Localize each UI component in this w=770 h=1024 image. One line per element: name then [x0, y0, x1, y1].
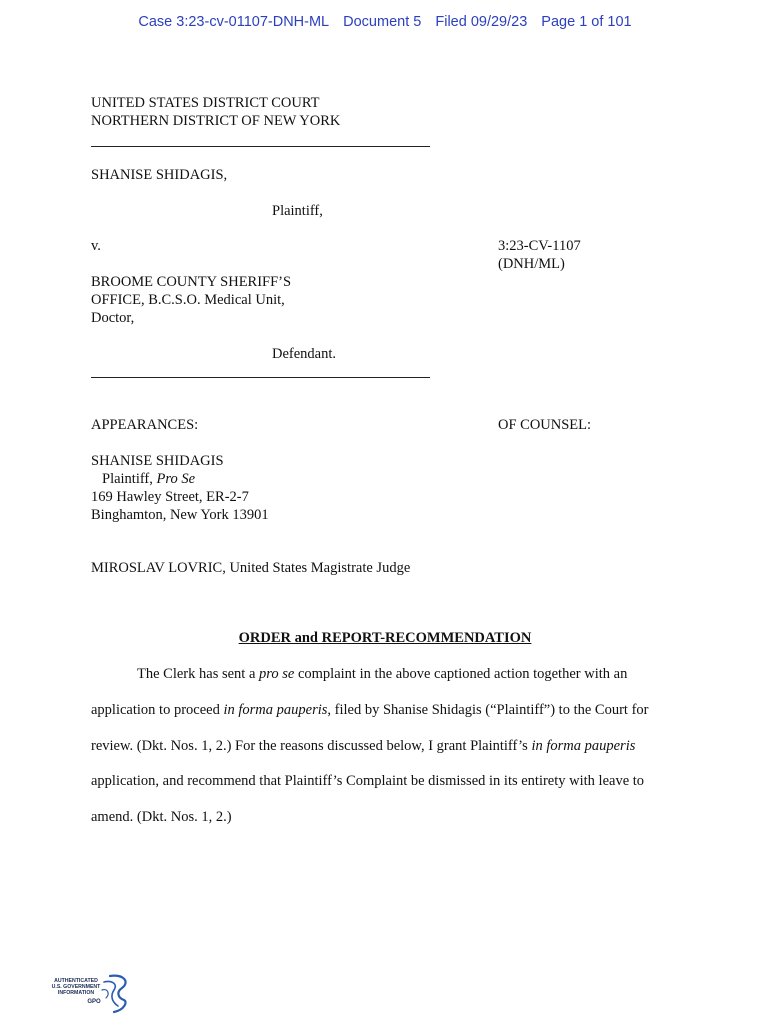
caption-rule-top	[91, 146, 430, 147]
court-name-line1: UNITED STATES DISTRICT COURT	[91, 95, 320, 111]
case-number-line2: (DNH/ML)	[498, 256, 565, 272]
ecf-header	[0, 14, 770, 30]
versus: v.	[91, 238, 101, 254]
court-name-line2: NORTHERN DISTRICT OF NEW YORK	[91, 113, 341, 129]
body-line-1: The Clerk has sent a pro se complaint in the above captioned action together with an	[137, 666, 628, 682]
document-number: Document 5	[343, 14, 422, 30]
plaintiff-name: SHANISE SHIDAGIS,	[91, 167, 228, 183]
case-number-line1: 3:23-CV-1107	[498, 238, 581, 254]
logo-text-2: U.S. GOVERNMENT	[51, 984, 101, 990]
of-counsel-heading: OF COUNSEL:	[498, 417, 592, 433]
logo-text-1: AUTHENTICATED	[54, 978, 98, 984]
gpo-authentication-logo	[44, 972, 134, 1017]
appearance-address2: Binghamton, New York 13901	[91, 507, 269, 523]
body-line-5: amend. (Dkt. Nos. 1, 2.)	[91, 809, 232, 825]
logo-text-4: GPO	[87, 999, 101, 1005]
body-line-3: review. (Dkt. Nos. 1, 2.) For the reasons discussed below, I grant Plaintiff’s in forma pauperis	[91, 738, 636, 754]
case-number: Case 3:23-cv-01107-DNH-ML	[138, 14, 330, 30]
defendant-line2: OFFICE, B.C.S.O. Medical Unit,	[91, 292, 285, 308]
defendant-role: Defendant.	[272, 346, 337, 362]
body-line-2: application to proceed in forma pauperis, filed by Shanise Shidagis (“Plaintiff”) to the Court for	[91, 702, 649, 718]
caption-rule-bottom	[91, 377, 430, 378]
plaintiff-role: Plaintiff,	[272, 203, 323, 219]
logo-text-3: INFORMATION	[57, 990, 95, 996]
appearance-name: SHANISE SHIDAGIS	[91, 453, 224, 469]
appearance-address1: 169 Hawley Street, ER-2-7	[91, 489, 249, 505]
document-title: ORDER and REPORT-RECOMMENDATION	[238, 630, 532, 646]
filed-date: Filed 09/29/23	[435, 14, 528, 30]
body-line-4: application, and recommend that Plaintiff’s Complaint be dismissed in its entirety with leave to	[91, 773, 645, 789]
appearances-heading: APPEARANCES:	[91, 417, 199, 433]
defendant-line3: Doctor,	[91, 310, 135, 326]
judge-line: MIROSLAV LOVRIC, United States Magistrate Judge	[91, 560, 411, 576]
defendant-line1: BROOME COUNTY SHERIFF’S	[91, 274, 292, 290]
appearance-role: Plaintiff, Pro Se	[102, 471, 196, 487]
eagle-icon	[44, 972, 134, 1017]
page-indicator: Page 1 of 101	[541, 14, 632, 30]
